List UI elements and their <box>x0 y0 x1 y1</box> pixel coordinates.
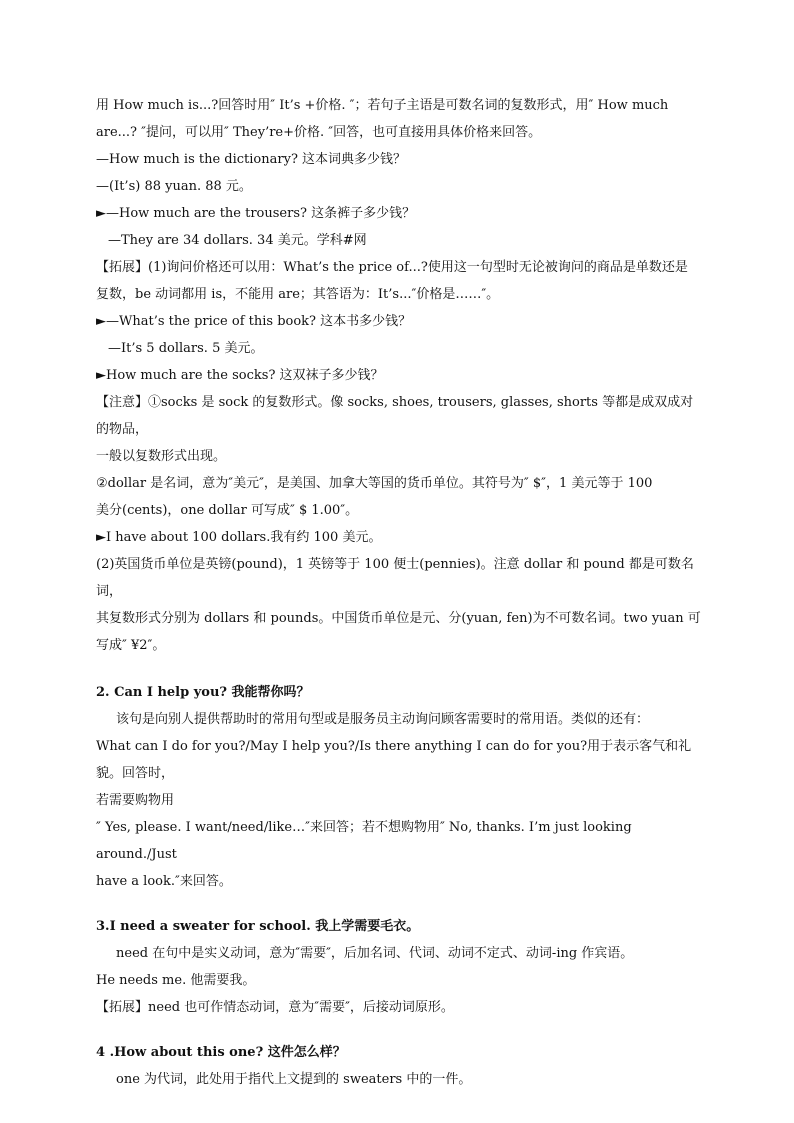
note-line: 【注意】①socks 是 sock 的复数形式。像 socks, shoes, trousers, glasses, shorts 等都是成双成对的物品， <box>96 395 694 437</box>
paragraph-line: have a look.″来回答。 <box>96 874 232 889</box>
note-line: 其复数形式分别为 dollars 和 pounds。中国货币单位是元、分(yuan, fen)为不可数名词。two yuan 可 <box>96 611 701 626</box>
note-line: 美分(cents)，one dollar 可写成″ $ 1.00″。 <box>96 503 359 518</box>
example-line: ►—How much are the trousers? 这条裤子多少钱？ <box>96 206 416 221</box>
example-line: ►How much are the socks? 这双袜子多少钱？ <box>96 368 384 383</box>
paragraph-line: 该句是向别人提供帮助时的常用句型或是服务员主动询问顾客需要时的常用语。类似的还有： <box>116 712 650 727</box>
paragraph-line: ″ Yes, please. I want/need/like…″来回答；若不想购物用″ No, thanks. I’m just looking around./Just <box>96 820 632 862</box>
example-line: ►—What’s the price of this book? 这本书多少钱？ <box>96 314 412 329</box>
paragraph-line: one 为代词，此处用于指代上文提到的 sweaters 中的一件。 <box>116 1072 472 1087</box>
paragraph-line: 用 How much is...?回答时用″ It’s +价格. ″；若句子主语是可数名词的复数形式，用″ How much <box>96 98 669 113</box>
section-can-i-help-you <box>96 679 706 895</box>
section-heading: 4 .How about this one? 这件怎么样？ <box>96 1045 346 1060</box>
extension-line: 【拓展】(1)询问价格还可以用：What’s the price of...?使用这一句型时无论被询问的商品是单数还是 <box>96 260 688 275</box>
section-heading: 3.I need a sweater for school. 我上学需要毛衣。 <box>96 919 420 934</box>
section-how-about-this-one <box>96 1039 706 1093</box>
spacer <box>96 895 706 913</box>
spacer <box>96 659 706 679</box>
paragraph-line: 若需要购物用 <box>96 793 175 808</box>
extension-line: 复数，be 动词都用 is，不能用 are；其答语为：It’s...″价格是……″。 <box>96 287 500 302</box>
note-line: (2)英国货币单位是英镑(pound)，1 英镑等于 100 便士(pennies)。注意 dollar 和 pound 都是可数名词， <box>96 557 694 599</box>
section-need-sweater <box>96 913 706 1021</box>
section-heading: 2. Can I help you? 我能帮你吗？ <box>96 685 310 700</box>
paragraph-line: are...? ″提问，可以用″ They’re+价格. ″回答，也可直接用具体价格来回答。 <box>96 125 542 140</box>
example-line: —(It’s) 88 yuan. 88 元。 <box>96 179 252 194</box>
document-page <box>96 92 706 1093</box>
note-line: 一般以复数形式出现。 <box>96 449 227 464</box>
example-line: He needs me. 他需要我。 <box>96 973 256 988</box>
note-line: 写成″ ¥2″。 <box>96 638 166 653</box>
example-line: ►I have about 100 dollars.我有约 100 美元。 <box>96 530 382 545</box>
example-line: —It’s 5 dollars. 5 美元。 <box>108 341 264 356</box>
extension-line: 【拓展】need 也可作情态动词，意为″需要″，后接动词原形。 <box>96 1000 454 1015</box>
note-line: ②dollar 是名词，意为″美元″，是美国、加拿大等国的货币单位。其符号为″ $″，1 美元等于 100 <box>96 476 653 491</box>
paragraph-line: need 在句中是实义动词，意为″需要″，后加名词、代词、动词不定式、动词-ing 作宾语。 <box>116 946 634 961</box>
example-line: —How much is the dictionary? 这本词典多少钱？ <box>96 152 407 167</box>
example-line: —They are 34 dollars. 34 美元。学科#网 <box>108 233 367 248</box>
section-how-much <box>96 92 706 659</box>
paragraph-line: What can I do for you?/May I help you?/Is there anything I can do for you?用于表示客气和礼貌。回答时， <box>96 739 692 781</box>
spacer <box>96 1021 706 1039</box>
